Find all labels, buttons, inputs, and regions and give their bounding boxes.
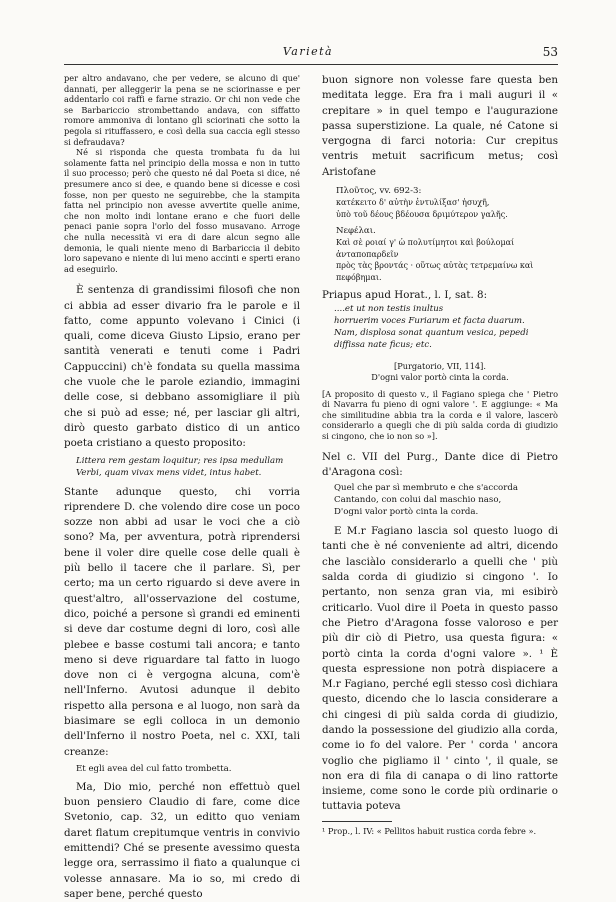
greek-verse-line: ὑπὸ τοῦ δέους βδέουσα δριμύτερον γαλῆς. <box>336 209 508 219</box>
greek-source-heading: Πλοῦτος, vv. 692-3: <box>336 186 422 197</box>
purgatorio-line: D'ogni valor portò cinta la corda. <box>371 371 509 382</box>
left-column <box>64 73 300 902</box>
latin-verse-line: Verbi, quam vivax mens videt, intus habet. <box>76 467 262 478</box>
paragraph: buon signore non volesse fare questa ben meditata legge. Era fra i mali auguri il « crepitare » in quel tempo e l'augurazione passa superstizione. La quale, né Catone si vergogna di farci notoria: Cur crepitus ventris metuit sacrificum metus; così Aristofane <box>322 74 558 178</box>
greek-verse-line: Καὶ σὲ ροιαί γ' ὡ πολυτίμητοι καὶ βούλομαί ἀνταποπαρδεῖν <box>336 238 515 259</box>
header-rule <box>64 64 558 65</box>
paragraph: Ma, Dio mio, perché non effettuò quel buon pensiero Claudio di fare, come dice Svetonio, cap. 32, un editto quo veniam daret flatum crepitumque ventris in convivio emittendi? Ché se presente avessimo questa legge ora, serrassimo il fiato a qualunque ci volesse annasare. Ma io so, mi credo di saper bene, perché questo <box>64 780 300 900</box>
verse-line: Cantando, con colui dal maschio naso, <box>334 495 502 506</box>
right-column <box>322 73 558 836</box>
citation-heading: Priapus apud Horat., l. I, sat. 8: <box>322 289 488 302</box>
latin-verse-line: horruerim voces Furiarum et facta duarum. <box>334 316 525 327</box>
greek-verse-line: πρὸς τὰς βροντάς · οὕτως αὐτὰς τετρεμαίνω καὶ πεφόβημαι. <box>336 261 534 282</box>
bracket-note: [A proposito di questo v., il Fagiano spiega che ' Pietro di Navarra fu pieno di ogni valore '. E aggiunge: « Ma che similitudine abbia tra la corda e il valore, lascerò considerarlo a quegli che di più salda corda di giudizio si cingono, che io non so »]. <box>322 388 558 441</box>
footnote: ¹ Prop., l. IV: « Pellitos habuit rustica corda febre ». <box>322 825 537 836</box>
latin-verse-line: ....et ut non testis inultus <box>334 304 444 315</box>
page-number: 53 <box>542 45 558 59</box>
greek-source-heading: Νεφέλαι. <box>336 226 376 237</box>
footnote-rule <box>322 821 392 822</box>
paragraph: E M.r Fagiano lascia sol questo luogo di tanti che è né conveniente ad altri, dicendo che lasciàlo considerarlo a quelli che ' più salda corda di giudizio si cingono '. Io pertanto, non senza gran via, mi esibirò criticarlo. Vuol dire il Poeta in questo passo che Pietro d'Aragona fosse valoroso e per più dir ciò di Pietro, usa questa figura: « portò cinta la corda d'ogni valore ». ¹ È questa espressione non potrà dispiacere a M.r Fagiano, perché egli stesso così dichiara questo, dicendo che lo lascia considerare a chi cingesi di più salda corda di giudizio, dando la possessione del giudizio alla corda, come io fo del valore. Per ' corda ' ancora voglio che pigliamo il ' cinto ', il quale, se non era di fila di canapa o di lino rattorte insieme, come sono le corde più ordinarie o tuttavia poteva <box>322 525 558 813</box>
purgatorio-reference: [Purgatorio, VII, 114]. <box>394 361 486 372</box>
verse-line: Quel che par sì membruto e che s'accorda <box>334 483 518 494</box>
paragraph: per altro andavano, che per vedere, se alcuno di que' dannati, per alleggerir la pena se ne sciorinasse e per addentarlo coi raffi e farne strazio. Or chi non vede che se Barbariccio strombettando andava, con siffatto romore ammoniva di lontano gli sciorinati che sotto la pegola si rituffassero, e così della sua caccia egli stesso si defraudava? <box>64 73 300 147</box>
running-header-title: Varietà <box>282 45 334 58</box>
paragraph: Né si risponda che questa trombata fu da lui solamente fatta nel principio della mossa e non in tutto il suo processo; però che questo né dal Poeta si dice, né presumere anco si dee, e quando bene si dicesse e così fosse, non per questo ne seguirebbe, che la stampita fatta nel principio non avesse avvertite quelle anime, che non molto indi lontane erano e che fuori delle penaci panie sopra l'orlo del fosso musavano. Arroge che nulla necessità vi era di dare alcun segno alle demonia, le quali niente meno di Barbariccia il debito loro sapevano e niente di lui meno accinti e sperti erano ad eseguirlo. <box>64 147 300 274</box>
latin-verse-line: Nam, displosa sonat quantum vesica, pepedi <box>334 328 529 339</box>
paragraph: Nel c. VII del Purg., Dante dice di Pietro d'Aragona così: <box>322 450 558 478</box>
verse-line: D'ogni valor portò cinta la corda. <box>334 507 479 518</box>
paragraph: Stante adunque questo, chi vorria riprendere D. che volendo dire cose un poco sozze non abbi ad usar le voci che a ciò sono? Ma, per avventura, potrà riprendersi bene il voler dire quelle cose delle quali è più bello il tacere che il parlare. Sì, per certo; ma un certo riguardo si deve avere in quest'altro, all'osservazione del costume, dico, poiché a persone sì grandi ed eminenti si deve dar costume degni di loro, così alle plebee e basse costumi tali ancora; e tanto meno si deve riguardare tal fatto in luogo dove non ci è vergogna alcuna, com'è nell'Inferno. Avutosi adunque il debito rispetto alla persona e al luogo, non sarà da biasimare se egli colloca in un demonio dell'Inferno il nostro Poeta, nel c. XXI, tali creanze: <box>64 485 300 758</box>
verse-line: Et egli avea del cul fatto trombetta. <box>76 763 232 774</box>
paragraph: È sentenza di grandissimi filosofi che non ci abbia ad esser divario fra le parole e il fatto, come appunto volevano i Cinici (i quali, come diceva Giusto Lipsio, erano per santità venerati e tenuti come i Padri Cappuccini) ch'è fondata su quella massima che vuole che le parole eziandio, immagini delle cose, si debbano assomigliare il più che si può ad esse; né, per lasciar gli altri, dirò questo garbato distico di un antico poeta cristiano a questo proposito: <box>64 284 300 450</box>
latin-verse-line: diffissa nate ficus; etc. <box>334 340 432 351</box>
latin-verse-line: Littera rem gestam loquitur; res ipsa medullam <box>76 455 284 466</box>
greek-verse-line: κατέκειτο δ' αὐτὴν ἐντυλίξασ' ἡσυχῆ, <box>336 198 490 208</box>
